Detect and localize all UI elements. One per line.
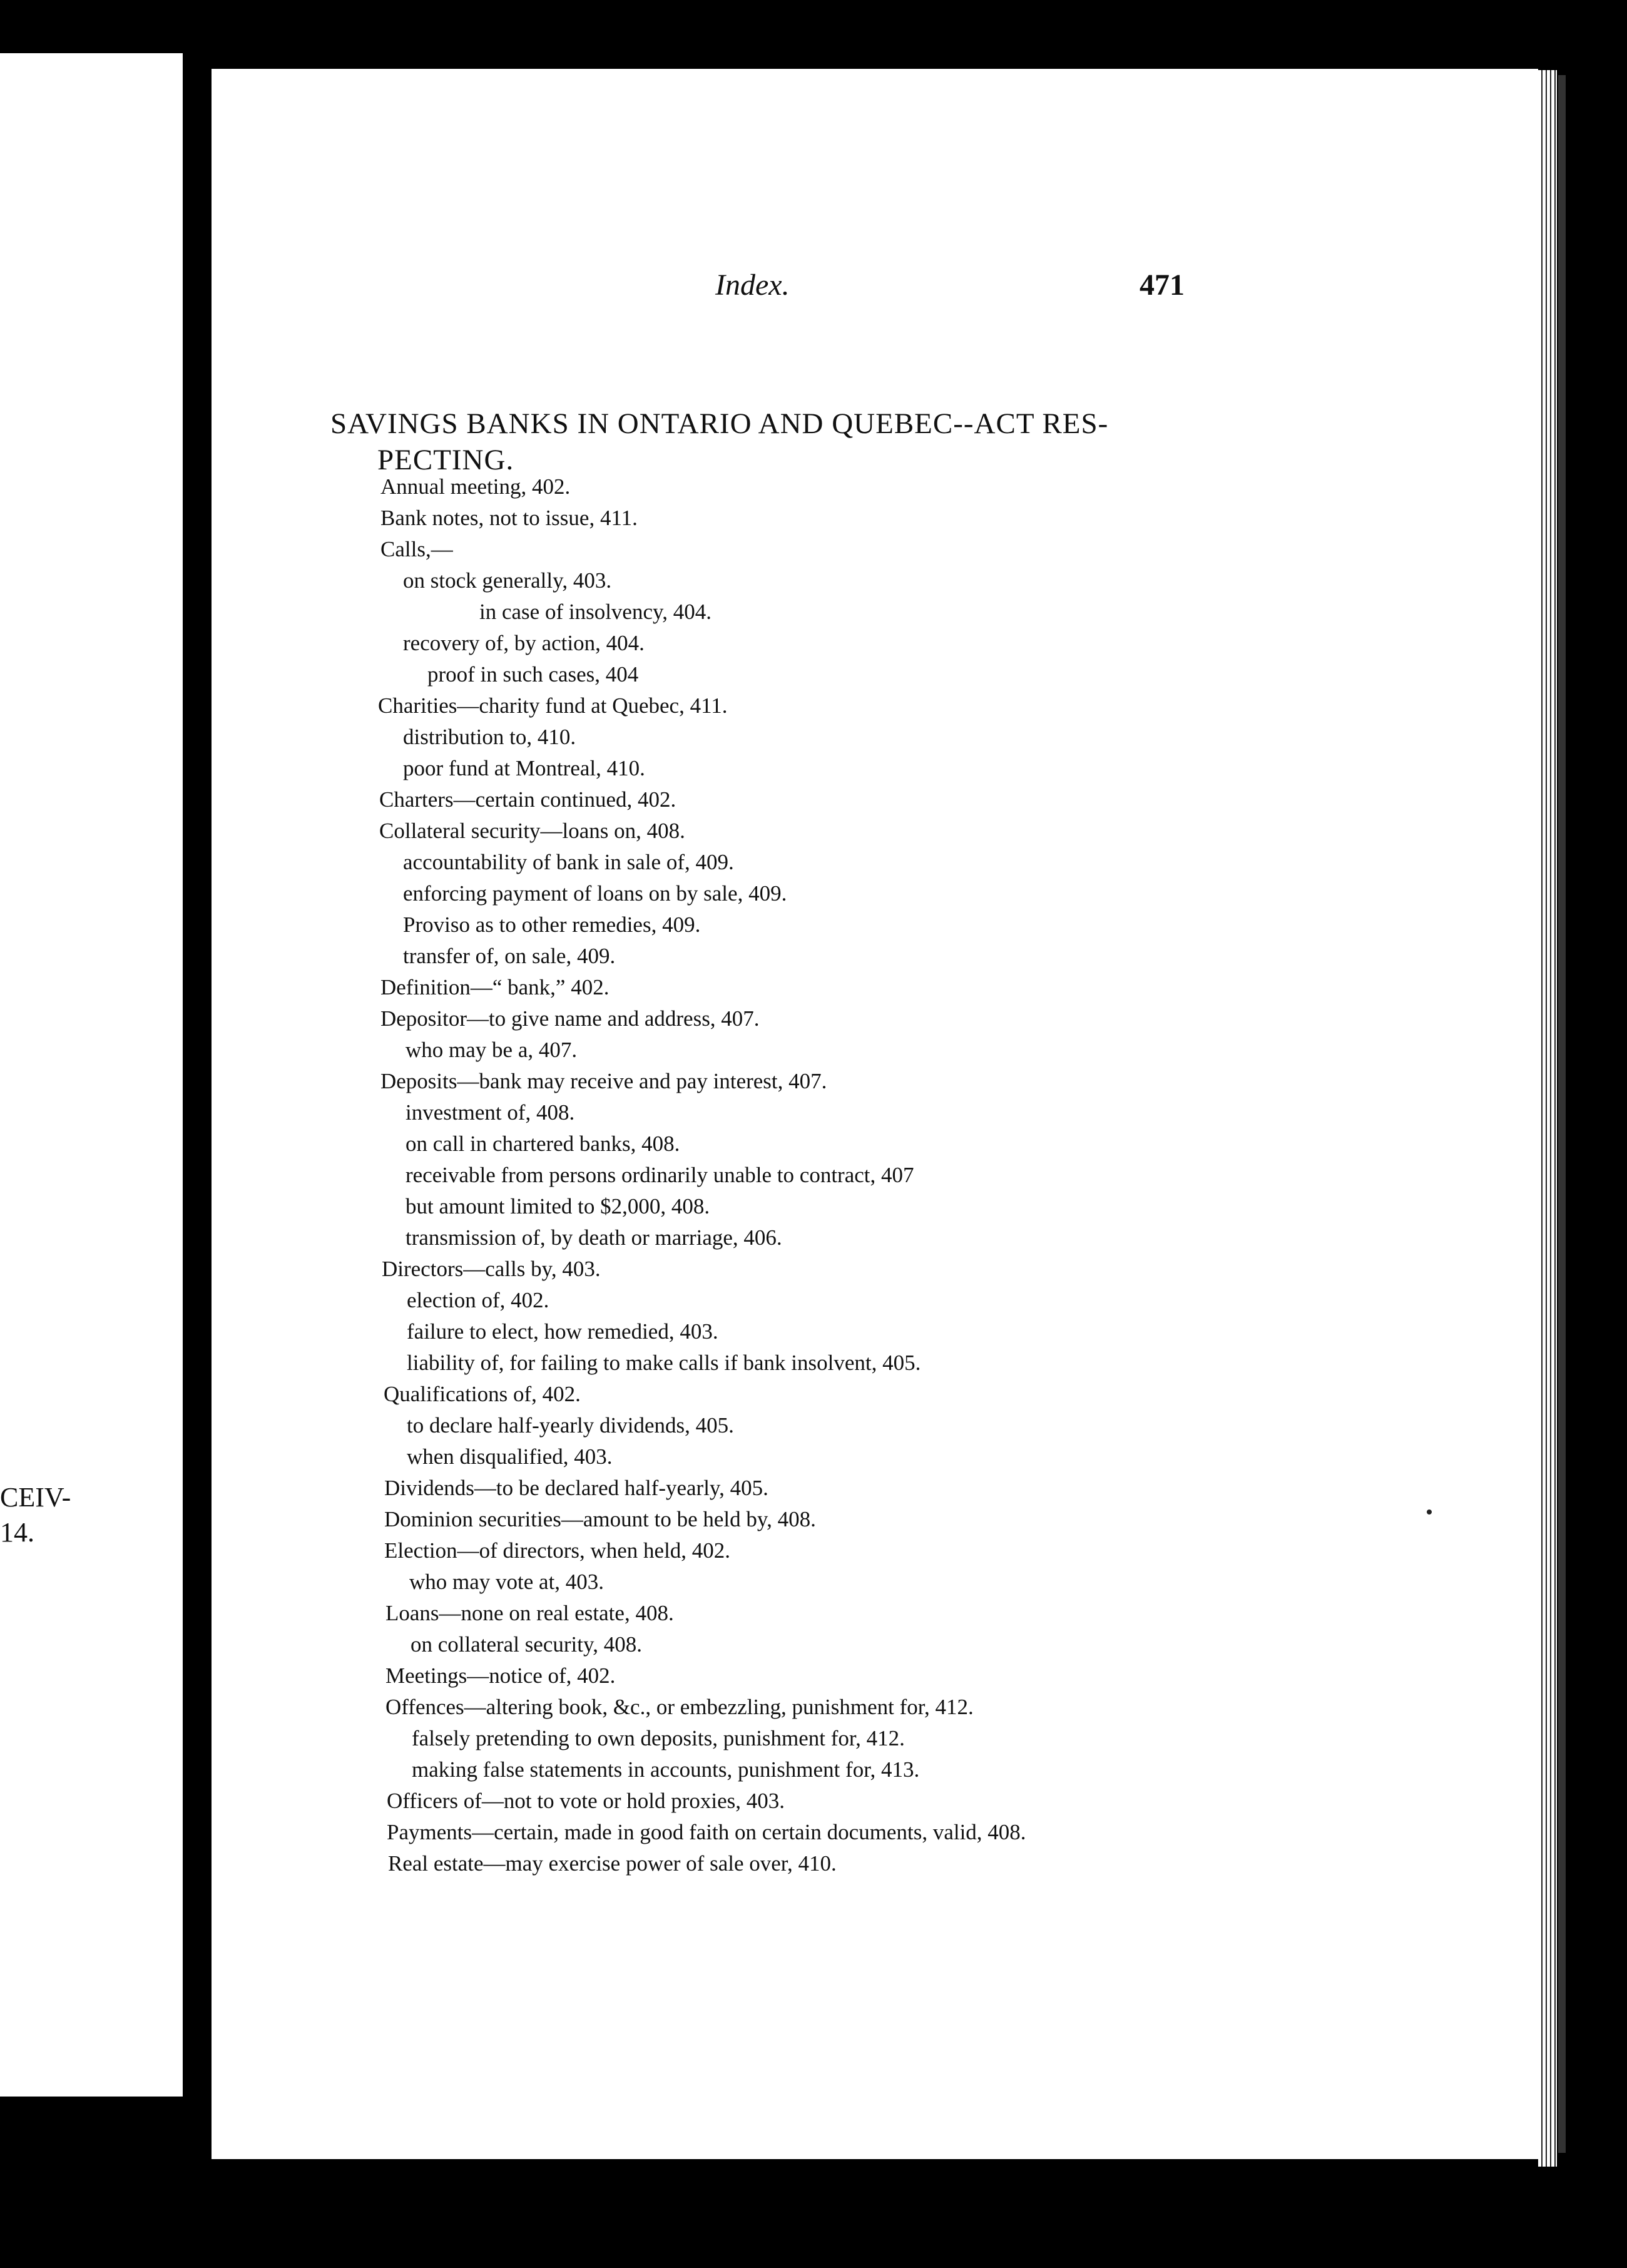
- running-header: [212, 268, 1538, 312]
- index-sub-entry: failure to elect, how remedied, 403.: [407, 1319, 718, 1344]
- left-page-fragment: [0, 53, 183, 2097]
- page-edge-stack: [1538, 70, 1557, 2167]
- index-sub-entry: who may be a, 407.: [405, 1038, 578, 1062]
- index-sub-entry: on call in chartered banks, 408.: [405, 1131, 680, 1156]
- index-sub-entry: poor fund at Montreal, 410.: [403, 756, 645, 780]
- ink-speck: [1427, 1509, 1432, 1515]
- index-entry: Annual meeting, 402.: [380, 474, 571, 499]
- index-sub-entry: Proviso as to other remedies, 409.: [403, 912, 701, 937]
- index-sub-entry: liability of, for failing to make calls if bank insolvent, 405.: [407, 1351, 921, 1375]
- index-entry: Meetings—notice of, 402.: [385, 1663, 616, 1688]
- index-sub-entry: proof in such cases, 404: [427, 662, 639, 687]
- index-sub-entry: but amount limited to $2,000, 408.: [405, 1194, 710, 1218]
- index-sub-entry: to declare half-yearly dividends, 405.: [407, 1413, 734, 1438]
- index-entry: Bank notes, not to issue, 411.: [380, 506, 638, 530]
- index-entry: Election—of directors, when held, 402.: [384, 1538, 731, 1563]
- index-entry: Offences—altering book, &c., or embezzling, punishment for, 412.: [385, 1695, 974, 1719]
- index-sub-entry: receivable from persons ordinarily unable to contract, 407: [405, 1163, 914, 1187]
- index-sub-entry: distribution to, 410.: [403, 725, 576, 749]
- left-page-text: [0, 1480, 71, 1550]
- index-sub-entry: on collateral security, 408.: [411, 1632, 642, 1657]
- index-sub-entry: Qualifications of, 402.: [384, 1382, 581, 1406]
- index-entry: Officers of—not to vote or hold proxies, 403.: [387, 1789, 785, 1813]
- index-sub-entry: on stock generally, 403.: [403, 568, 612, 593]
- index-sub-entry: transmission of, by death or marriage, 406.: [405, 1225, 782, 1250]
- left-fragment-line-2: 14.: [0, 1517, 34, 1548]
- index-sub-entry: election of, 402.: [407, 1288, 549, 1312]
- index-sub-entry: investment of, 408.: [405, 1100, 575, 1125]
- index-entry: Directors—calls by, 403.: [382, 1257, 601, 1281]
- page-edge-shadow: [1558, 75, 1566, 2153]
- index-entry: Payments—certain, made in good faith on certain documents, valid, 408.: [387, 1820, 1026, 1844]
- index-entry: Charters—certain continued, 402.: [379, 787, 676, 812]
- heading-line-2: PECTING.: [377, 444, 514, 476]
- heading-line-1: SAVINGS BANKS IN ONTARIO AND QUEBEC--ACT RES-: [330, 407, 1109, 440]
- left-fragment-line-1: CEIV-: [0, 1482, 71, 1513]
- index-sub-entry: falsely pretending to own deposits, punishment for, 412.: [412, 1726, 905, 1750]
- index-sub-entry: accountability of bank in sale of, 409.: [403, 850, 734, 874]
- index-entry: Definition—“ bank,” 402.: [380, 975, 609, 999]
- index-entry: Dividends—to be declared half-yearly, 405.: [384, 1476, 768, 1500]
- index-sub-entry: who may vote at, 403.: [409, 1570, 604, 1594]
- index-entry: Charities—charity fund at Quebec, 411.: [378, 693, 728, 718]
- index-entry: Real estate—may exercise power of sale over, 410.: [388, 1851, 837, 1876]
- index-entry: Collateral security—loans on, 408.: [379, 819, 685, 843]
- index-sub-entry: making false statements in accounts, punishment for, 413.: [412, 1757, 920, 1782]
- entry-heading: [330, 406, 1432, 478]
- header-title: Index.: [715, 268, 790, 302]
- index-entry: Loans—none on real estate, 408.: [385, 1601, 674, 1625]
- index-sub-entry: when disqualified, 403.: [407, 1444, 613, 1469]
- index-entry: Depositor—to give name and address, 407.: [380, 1006, 760, 1031]
- index-entry: Dominion securities—amount to be held by, 408.: [384, 1507, 816, 1531]
- index-page: [212, 69, 1538, 2159]
- index-sub-entry: transfer of, on sale, 409.: [403, 944, 616, 968]
- index-entry: Calls,—: [380, 537, 453, 561]
- index-sub-entry: recovery of, by action, 404.: [403, 631, 645, 655]
- index-sub-entry: in case of insolvency, 404.: [479, 600, 711, 624]
- page-number: 471: [1140, 268, 1185, 302]
- index-sub-entry: enforcing payment of loans on by sale, 409.: [403, 881, 787, 906]
- index-entry: Deposits—bank may receive and pay interest, 407.: [380, 1069, 827, 1093]
